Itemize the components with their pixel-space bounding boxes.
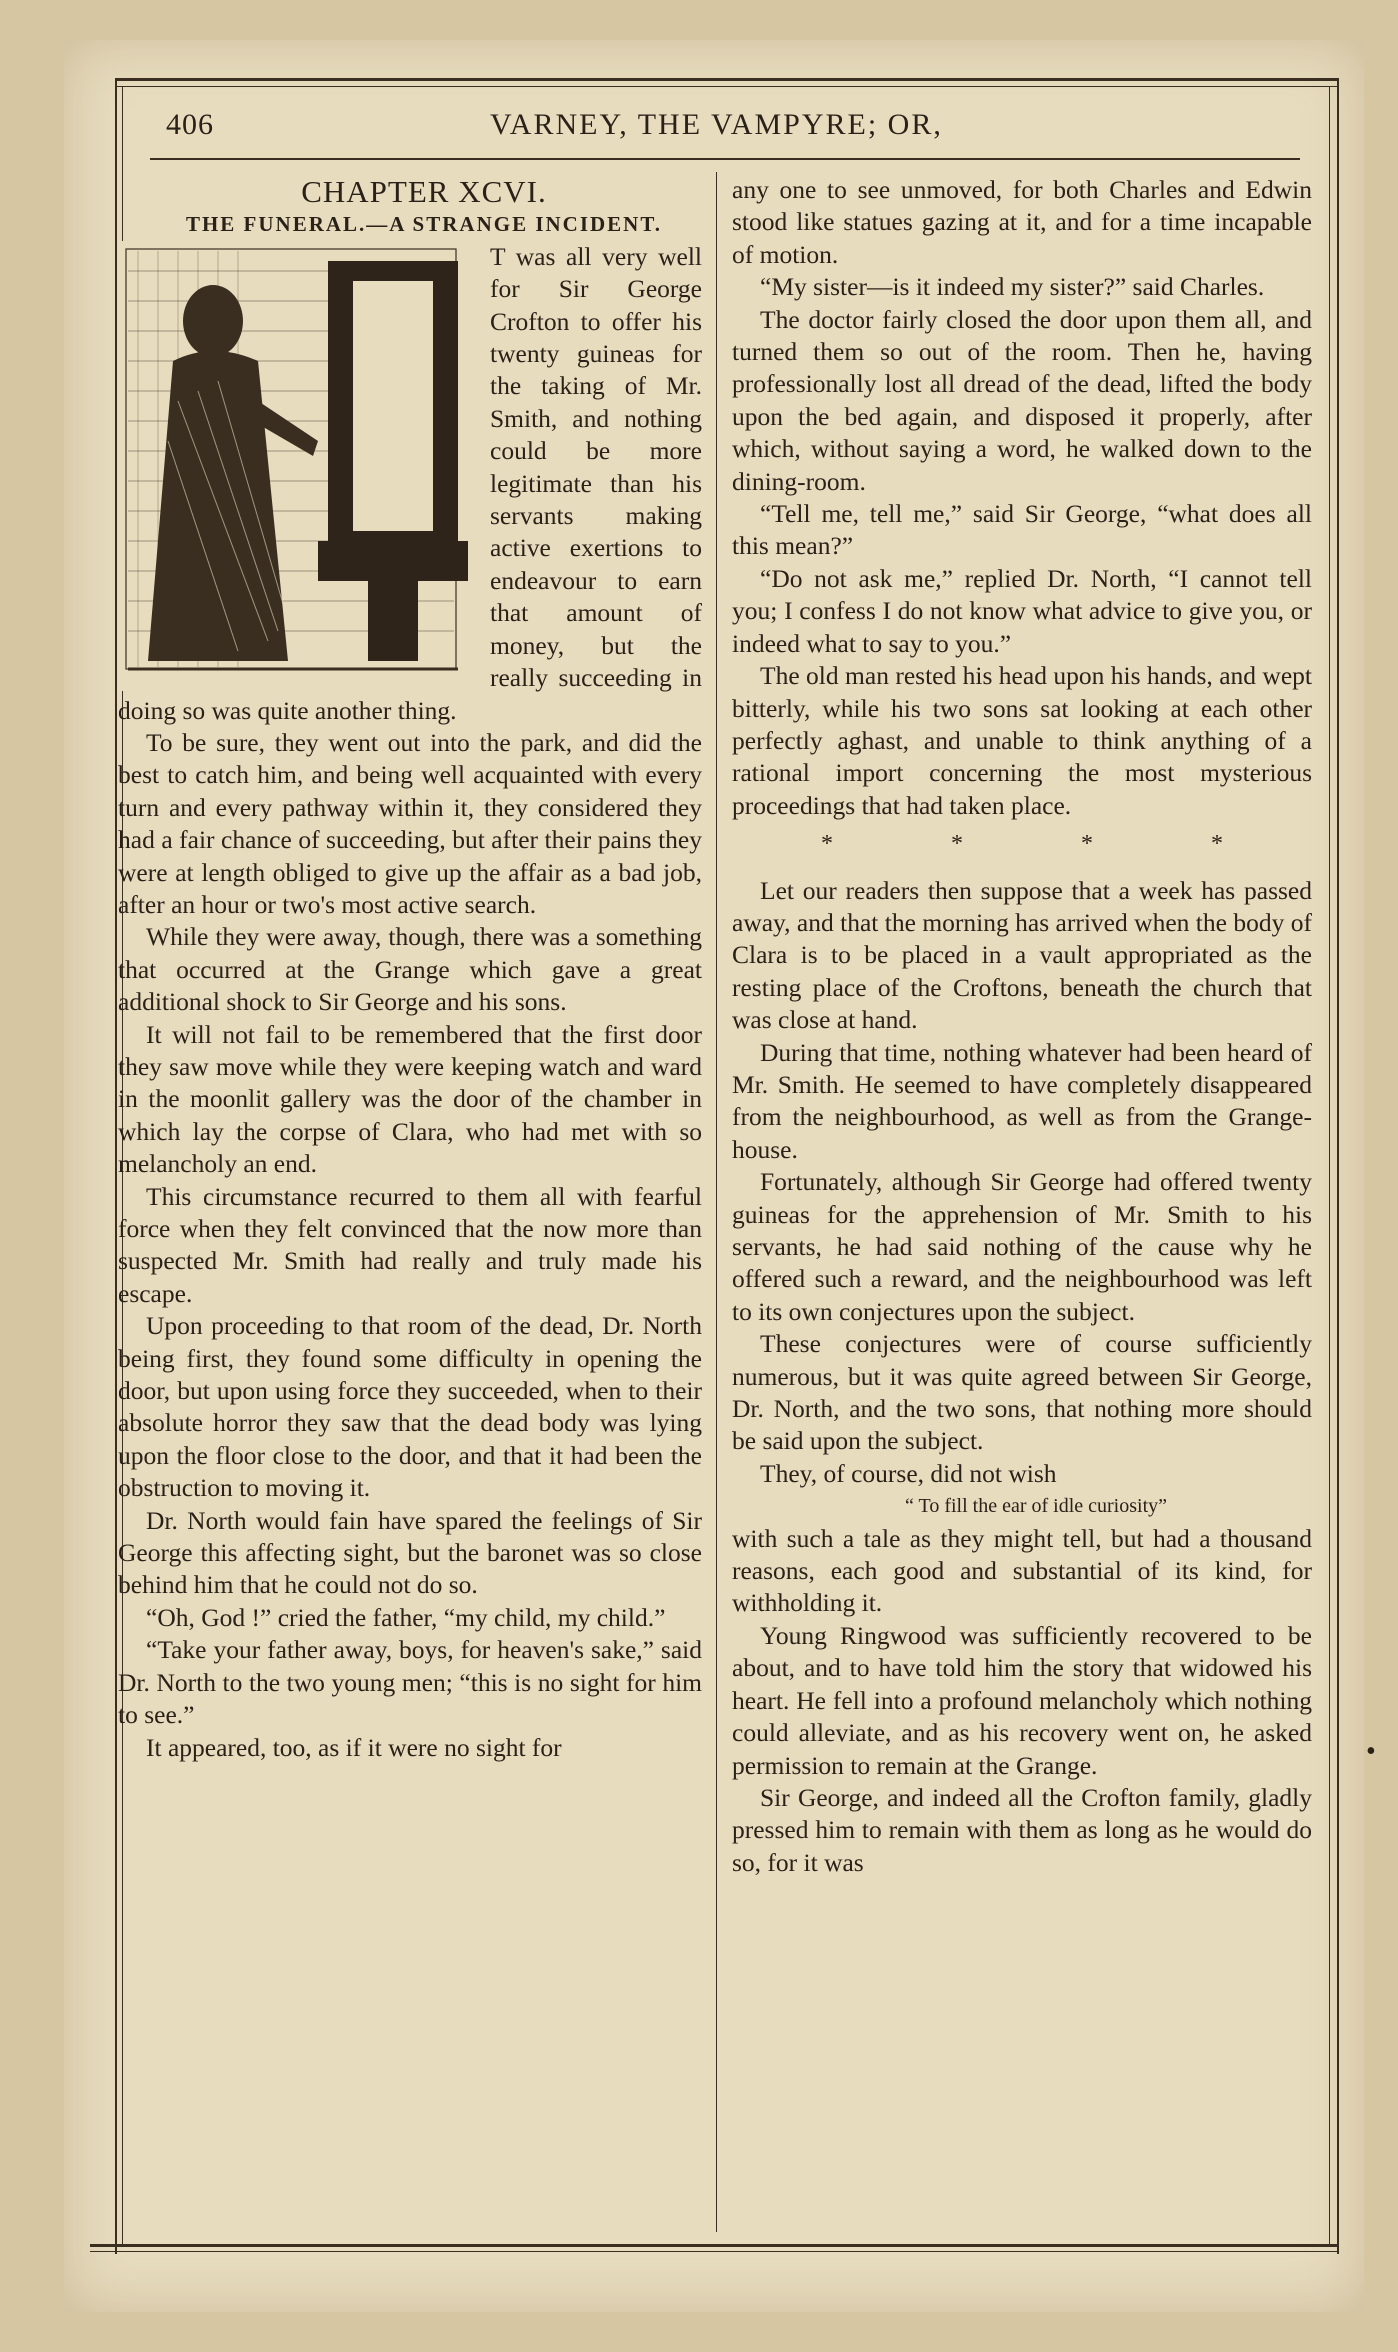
paragraph: The old man rested his head upon his hands, and wept bitterly, while his two sons sat looking at each other perfectly aghast, and unable to think anything of a rational import concerning the most mysterious proceedings that had taken place.: [732, 661, 1312, 820]
paragraph: These conjectures were of course sufficiently numerous, but it was quite agreed between Sir George, Dr. North, and the two sons, that nothing more should be said upon the subject.: [732, 1329, 1312, 1456]
paragraph: “Do not ask me,” replied Dr. North, “I cannot tell you; I confess I do not know what advice to give you, or indeed what to say to you.”: [732, 563, 1312, 658]
chapter-subtitle: THE FUNERAL.—A STRANGE INCIDENT.: [185, 212, 663, 237]
paragraph: “Take your father away, boys, for heaven's sake,” said Dr. North to the two young men; “this is no sight for him to see.”: [118, 1635, 702, 1730]
paragraph: Dr. North would fain have spared the feelings of Sir George this affecting sight, but the baronet was so close behind him that he could not do so.: [118, 1505, 702, 1600]
paragraph: Let our readers then suppose that a week has passed away, and that the morning has arrived when the body of Clara is to be placed in a vault appropriated as the resting place of the Croftons, beneath the church that was close at hand.: [732, 875, 1312, 1035]
paragraph: To be sure, they went out into the park, and did the best to catch him, and being well acquainted with every turn and every pathway within it, they considered they had a fair chance of succeeding, but after their pains they were at length obliged to give up the affair as a bad job, after an hour or two's most active search.: [118, 727, 702, 919]
frame-rule-top: [115, 78, 1337, 81]
paragraph: It will not fail to be remembered that the first door they saw move while they were keeping watch and ward in the moonlit gallery was the door of the chamber in which lay the corpse of Clara, who had met with so melancholy an end.: [118, 1019, 702, 1179]
paragraph: “Tell me, tell me,” said Sir George, “what does all this mean?”: [732, 499, 1312, 561]
paragraph: It appeared, too, as if it were no sight for: [146, 1732, 562, 1762]
paragraph: Young Ringwood was sufficiently recovered to be about, and to have told him the story that widowed his heart. He fell into a profound melancholy which nothing could alleviate, and as his recovery went on, he asked permission to remain at the Grange.: [732, 1620, 1312, 1780]
paragraph: During that time, nothing whatever had been heard of Mr. Smith. He seemed to have completely disappeared from the neighbourhood, as well as from the Grange-house.: [732, 1037, 1312, 1164]
section-break-stars: [762, 828, 1282, 860]
margin-mark: •: [1366, 1736, 1376, 1767]
paragraph: While they were away, though, there was a something that occurred at the Grange which gave a great additional shock to Sir George and his sons.: [118, 922, 702, 1017]
paragraph: T was all very well for Sir George Crofton to offer his twenty guineas for the taking of Mr. Smith, and nothing could be more legitimate than his servants making active exertions to endeavour to earn that amount of money, but the really succeeding in doing so was quite another thing.: [118, 241, 702, 725]
dropcap-illustration: [118, 241, 478, 691]
frame-rule-bottom: [90, 2244, 1337, 2247]
column-divider: [716, 172, 717, 2232]
paragraph: The doctor fairly closed the door upon them all, and turned them so out of the room. Then he, having professionally lost all dread of the dead, lifted the body upon the bed again, and disposed it properly, after which, without saying a word, he walked down to the dining-room.: [732, 304, 1312, 496]
paragraph: Sir George, and indeed all the Crofton family, gladly pressed him to remain with them as long as he would do so, for it was: [732, 1782, 1312, 1877]
frame-rule-left: [115, 78, 117, 2254]
header-rule: [150, 158, 1300, 160]
right-column: [732, 174, 1312, 1879]
star-glyph: *: [1081, 831, 1093, 858]
paragraph: “My sister—is it indeed my sister?” said Charles.: [760, 272, 1265, 302]
page-number: 406: [166, 108, 214, 141]
left-column: [118, 176, 702, 1764]
paragraph: They, of course, did not wish: [760, 1458, 1057, 1488]
frame-rule-top-inner: [115, 86, 1337, 87]
paragraph: any one to see unmoved, for both Charles and Edwin stood like statues gazing at it, and for a time incapable of motion.: [732, 175, 1312, 269]
woodcut-illustration: [118, 241, 478, 691]
paragraph: with such a tale as they might tell, but had a thousand reasons, each good and substantial of its kind, for withholding it.: [732, 1523, 1312, 1618]
frame-rule-right-inner: [1329, 86, 1330, 2246]
quotation: “ To fill the ear of idle curiosity”: [904, 1495, 1168, 1518]
paragraph: Fortunately, although Sir George had offered twenty guineas for the apprehension of Mr. Smith to his servants, he had said nothing of the cause why he offered such a reward, and the neighbourhood was left to its own conjectures upon the subject.: [732, 1167, 1312, 1326]
running-head: [160, 108, 1310, 158]
star-glyph: *: [821, 831, 833, 858]
paragraph: Upon proceeding to that room of the dead, Dr. North being first, they found some difficulty in opening the door, but upon using force they succeeded, when to their absolute horror they saw that the dead body was lying upon the floor close to the door, and that it had been the obstruction to moving it.: [118, 1311, 702, 1503]
running-title: VARNEY, THE VAMPYRE; OR,: [490, 108, 943, 141]
paragraph: This circumstance recurred to them all with fearful force when they felt convinced that the now more than suspected Mr. Smith had really and truly made his escape.: [118, 1181, 702, 1308]
paragraph: “Oh, God !” cried the father, “my child, my child.”: [146, 1602, 666, 1632]
frame-rule-bottom-inner: [90, 2251, 1337, 2252]
chapter-title: CHAPTER XCVI.: [301, 174, 547, 209]
frame-rule-right: [1337, 78, 1339, 2254]
star-glyph: *: [1211, 831, 1223, 858]
star-glyph: *: [951, 831, 963, 858]
